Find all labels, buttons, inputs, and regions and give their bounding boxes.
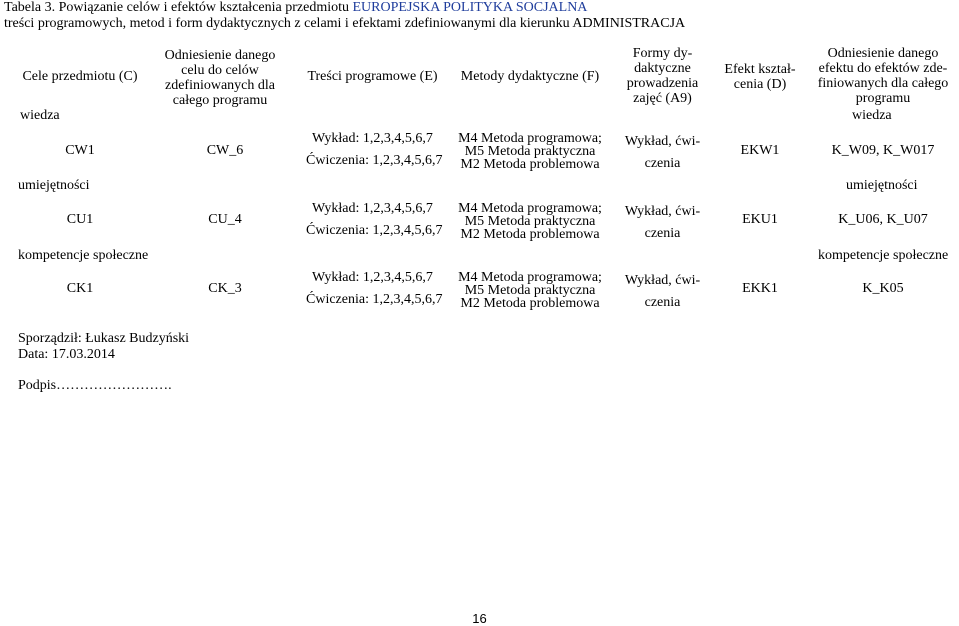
header-formy-line-3: prowadzenia — [626, 76, 699, 91]
header-efekt — [710, 62, 810, 92]
metoda-item: M2 Metoda problemowa — [460, 157, 600, 172]
odniesienie-ck3: CK_3 — [208, 281, 242, 296]
header-odniesienie-celu-line-2: celu do celów — [181, 63, 259, 78]
metody-list — [450, 202, 610, 241]
header-odniesienie-celu-line-3: zdefiniowanych dla — [164, 78, 275, 93]
header-odniesienie-efektu — [808, 46, 958, 106]
metoda-item: M2 Metoda problemowa — [460, 296, 600, 311]
section-label-wiedza-right: wiedza — [852, 108, 892, 123]
subject-name: EUROPEJSKA POLITYKA SOCJALNA — [352, 0, 588, 15]
header-formy-line-2: daktyczne — [634, 61, 691, 76]
odniesienie-efektu-k: K_K05 — [862, 281, 904, 296]
header-odniesienie-celu-line-1: Odniesienie danego — [164, 48, 276, 63]
efekt-ekw1: EKW1 — [740, 143, 780, 158]
header-formy — [615, 46, 710, 106]
odniesienie-cw6: CW_6 — [206, 143, 244, 158]
header-formy-line-4: zajęć (A9) — [633, 91, 692, 106]
header-odniesienie-efektu-line-4: programu — [855, 91, 911, 106]
date: Data: 17.03.2014 — [18, 347, 115, 362]
cel-cu1: CU1 — [66, 212, 94, 227]
header-odniesienie-efektu-line-2: efektu do efektów zde- — [818, 61, 948, 76]
formy-zajec — [615, 201, 710, 245]
metoda-item: M4 Metoda programowa; — [458, 270, 602, 285]
odniesienie-efektu-u: K_U06, K_U07 — [838, 212, 928, 227]
odniesienie-efektu-w: K_W09, K_W017 — [831, 143, 935, 158]
metoda-item: M2 Metoda problemowa — [460, 227, 600, 242]
metoda-item: M4 Metoda programowa; — [458, 131, 602, 146]
metoda-item: M5 Metoda praktyczna — [464, 144, 596, 159]
metoda-item: M4 Metoda programowa; — [458, 201, 602, 216]
header-tresci: Treści programowe (E) — [307, 69, 438, 84]
header-odniesienie-efektu-line-3: finiowanych dla całego — [817, 76, 949, 91]
tresci-cwiczenia: Ćwiczenia: 1,2,3,4,5,6,7 — [306, 153, 443, 168]
cel-cw1: CW1 — [65, 143, 95, 158]
header-efekt-line-2: cenia (D) — [733, 77, 787, 92]
header-odniesienie-celu — [155, 48, 285, 108]
tresci-wyklad: Wykład: 1,2,3,4,5,6,7 — [312, 131, 433, 146]
formy-line-2: czenia — [644, 295, 681, 310]
formy-zajec — [615, 131, 710, 175]
cel-ck1: CK1 — [66, 281, 94, 296]
header-cele: Cele przedmiotu (C) — [22, 69, 138, 84]
header-metody: Metody dydaktyczne (F) — [460, 69, 600, 84]
table-title — [4, 0, 587, 16]
section-label-wiedza: wiedza — [20, 108, 60, 123]
formy-line-2: czenia — [644, 156, 681, 171]
section-label-kompetencje: kompetencje społeczne — [18, 248, 149, 263]
section-label-kompetencje-right: kompetencje społeczne — [818, 248, 949, 263]
efekt-eku1: EKU1 — [742, 212, 778, 227]
signature-line: Podpis……………………. — [18, 378, 172, 393]
tresci-cwiczenia: Ćwiczenia: 1,2,3,4,5,6,7 — [306, 223, 443, 238]
metoda-item: M5 Metoda praktyczna — [464, 283, 596, 298]
metoda-item: M5 Metoda praktyczna — [464, 214, 596, 229]
formy-line-1: Wykład, ćwi- — [624, 204, 701, 219]
formy-line-2: czenia — [644, 226, 681, 241]
metody-list — [450, 271, 610, 310]
odniesienie-cu4: CU_4 — [208, 212, 242, 227]
page-number: 16 — [472, 611, 487, 626]
author: Sporządził: Łukasz Budzyński — [18, 331, 190, 346]
table-subtitle: treści programowych, metod i form dydaktycznych z celami i efektami zdefiniowanymi dla kierunku ADMINISTRACJA — [4, 16, 686, 31]
section-label-umiejetnosci-right: umiejętności — [846, 178, 918, 193]
efekt-ekk1: EKK1 — [742, 281, 778, 296]
tresci-wyklad: Wykład: 1,2,3,4,5,6,7 — [312, 270, 433, 285]
formy-line-1: Wykład, ćwi- — [624, 273, 701, 288]
tresci-wyklad: Wykład: 1,2,3,4,5,6,7 — [312, 201, 433, 216]
section-label-umiejetnosci: umiejętności — [18, 178, 90, 193]
header-odniesienie-celu-line-4: całego programu — [172, 93, 268, 108]
header-formy-line-1: Formy dy- — [632, 46, 693, 61]
table-title-prefix: Tabela 3. Powiązanie celów i efektów kształcenia przedmiotu — [4, 0, 349, 15]
formy-zajec — [615, 270, 710, 314]
header-odniesienie-efektu-line-1: Odniesienie danego — [827, 46, 939, 61]
header-efekt-line-1: Efekt kształ- — [724, 62, 796, 77]
tresci-cwiczenia: Ćwiczenia: 1,2,3,4,5,6,7 — [306, 292, 443, 307]
formy-line-1: Wykład, ćwi- — [624, 134, 701, 149]
metody-list — [450, 132, 610, 171]
